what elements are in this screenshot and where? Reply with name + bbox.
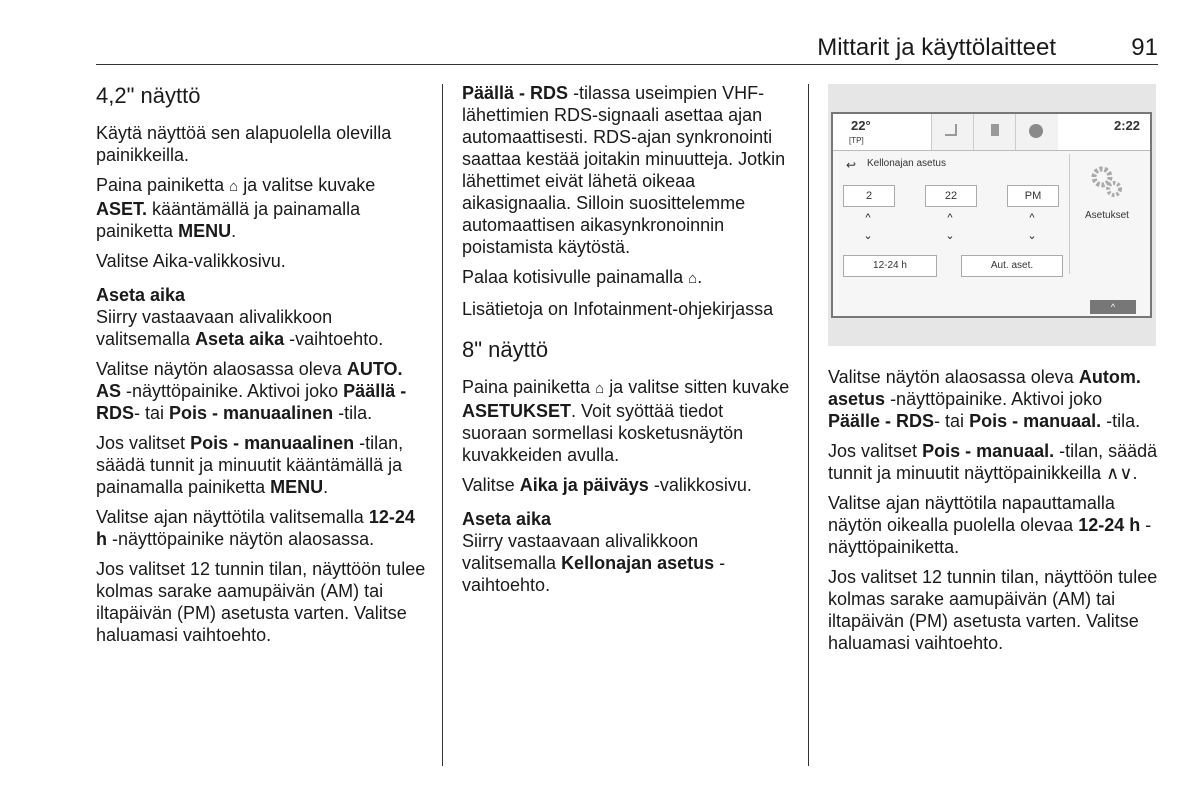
clock: 2:22 <box>1113 118 1140 133</box>
toggle-12-24-button[interactable]: 12-24 h <box>843 255 937 277</box>
paragraph: Valitse näytön alaosassa oleva Autom. asetus -näyttöpainike. Aktivoi joko Päälle - RDS- tai Pois - manuaal. -tila. <box>828 367 1141 431</box>
tab-navigation[interactable] <box>1015 114 1058 150</box>
ampm-up-button[interactable]: ^ <box>1029 212 1035 224</box>
settings-label[interactable]: Asetukset <box>1085 210 1129 221</box>
paragraph: Palaa kotisivulle painamalla ⌂. <box>462 267 703 287</box>
paragraph: Jos valitset 12 tunnin tilan, näyttöön tulee kolmas sarake aamupäivän (AM) tai iltapäivän (PM) asetusta varten. Valitse haluamasi vaihtoehto. <box>96 559 426 645</box>
paragraph: Valitse Aika ja päiväys -valikkosivu. <box>462 475 752 495</box>
paragraph: Päällä - RDS -tilassa useimpien VHF-lähettimien RDS-signaali asettaa ajan automaattisesti. RDS-ajan synkronointi saattaa kestää joitakin minuutteja. Jotkin lähettimet eivät lähetä oikeaa aikasignaalia. Silloin suosittelemme automaattisen aikasynkronoinnin poistamista käytöstä. <box>462 83 786 257</box>
paragraph: Paina painiketta ⌂ ja valitse sitten kuvake ASETUKSET. Voit syöttää tiedot suoraan sormellasi kosketusnäytön kuvakkeiden avulla. <box>462 377 790 465</box>
ampm-down-button[interactable]: ⌄ <box>1027 230 1037 242</box>
minute-up-button[interactable]: ^ <box>947 212 953 224</box>
hour-value: 2 <box>843 185 895 207</box>
screen-title: Kellonajan asetus <box>867 158 946 169</box>
column-3 <box>828 366 1158 662</box>
infotainment-screen <box>831 112 1152 318</box>
column-divider <box>808 84 809 766</box>
tab-phone[interactable] <box>973 114 1016 150</box>
section-title: Mittarit ja käyttölaitteet <box>817 34 1056 61</box>
subheading: Aseta aika <box>96 285 186 305</box>
back-icon[interactable]: ↩ <box>845 158 857 172</box>
paragraph: Siirry vastaavaan alivalikkoon valitsemalla Aseta aika -vaihtoehto. <box>96 307 384 349</box>
paragraph: Valitse näytön alaosassa oleva AUTO. AS -näyttöpainike. Aktivoi joko Päällä - RDS- tai Pois - manuaalinen -tila. <box>96 359 407 423</box>
heading-8-display: 8" näyttö <box>462 337 549 362</box>
hour-up-button[interactable]: ^ <box>865 212 871 224</box>
home-icon: ⌂ <box>595 380 605 397</box>
column-2 <box>462 82 792 604</box>
gear-icon <box>1087 162 1127 202</box>
paragraph: Jos valitset Pois - manuaalinen -tilan, säädä tunnit ja minuutit kääntämällä ja painamalla painiketta MENU. <box>96 433 404 497</box>
paragraph: Jos valitset 12 tunnin tilan, näyttöön tulee kolmas sarake aamupäivän (AM) tai iltapäivän (PM) asetusta varten. Valitse haluamasi vaihtoehto. <box>828 567 1158 653</box>
display-illustration <box>828 84 1156 346</box>
paragraph: Valitse Aika-valikkosivu. <box>96 251 286 271</box>
paragraph: Lisätietoja on Infotainment-ohjekirjassa <box>462 299 774 319</box>
auto-set-button[interactable]: Aut. aset. <box>961 255 1063 277</box>
paragraph: Valitse ajan näyttötila valitsemalla 12-24 h -näyttöpainike näytön alaosassa. <box>96 507 415 549</box>
globe-icon <box>1029 124 1043 138</box>
column-1 <box>96 82 426 654</box>
minute-down-button[interactable]: ⌄ <box>945 230 955 242</box>
heading-42-display: 4,2" näyttö <box>96 83 201 108</box>
ampm-value: PM <box>1007 185 1059 207</box>
home-icon: ⌂ <box>229 178 239 195</box>
tp-indicator: [TP] <box>849 136 864 145</box>
tab-audio[interactable] <box>931 114 974 150</box>
status-bar <box>833 114 1150 151</box>
page-header <box>96 28 1158 65</box>
column-divider <box>442 84 443 766</box>
temperature: 22° <box>851 118 871 133</box>
paragraph: Käytä näyttöä sen alapuolella olevilla painikkeilla. <box>96 123 392 165</box>
paragraph: Paina painiketta ⌂ ja valitse kuvake ASET. kääntämällä ja painamalla painiketta MENU. <box>96 175 376 241</box>
page-number: 91 <box>1131 34 1158 61</box>
divider <box>1069 154 1070 274</box>
minute-value: 22 <box>925 185 977 207</box>
paragraph: Jos valitset Pois - manuaal. -tilan, säädä tunnit ja minuutit näyttöpainikkeilla ∧∨. <box>828 441 1158 483</box>
hour-down-button[interactable]: ⌄ <box>863 230 873 242</box>
paragraph: Valitse ajan näyttötila napauttamalla näytön oikealla puolella olevaa 12-24 h -näyttöpainiketta. <box>828 493 1152 557</box>
music-icon <box>945 124 957 136</box>
paragraph: Siirry vastaavaan alivalikkoon valitsemalla Kellonajan asetus -vaihtoehto. <box>462 531 726 595</box>
subheading: Aseta aika <box>462 509 552 529</box>
phone-icon <box>991 124 999 136</box>
home-icon: ⌂ <box>688 270 698 287</box>
expand-up-button[interactable]: ^ <box>1090 300 1136 314</box>
